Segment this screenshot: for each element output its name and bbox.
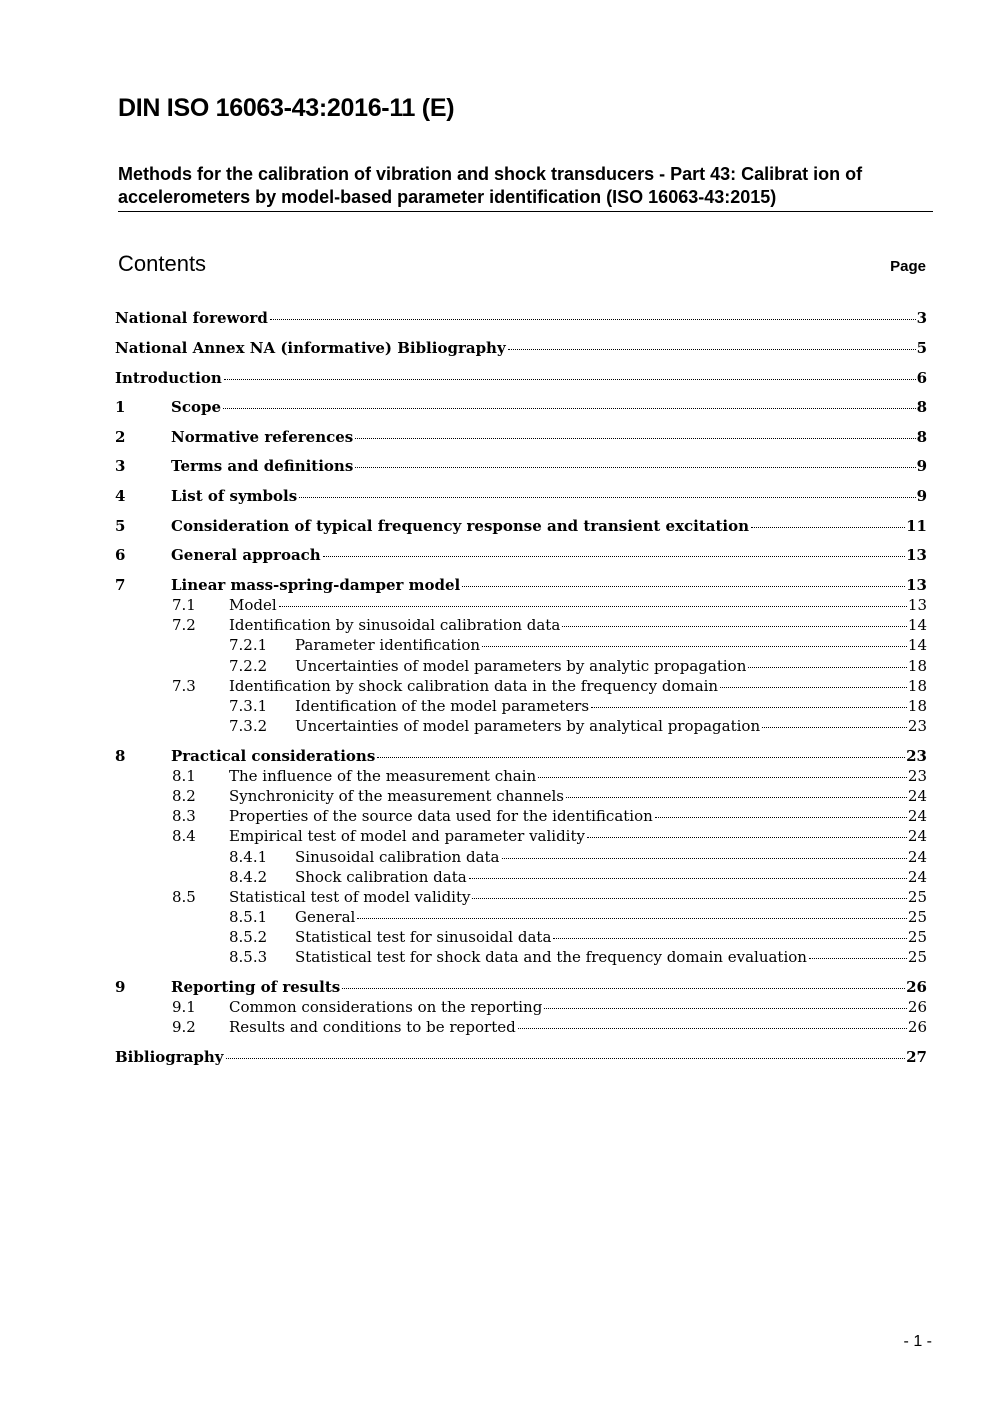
- toc-entry-number: 4: [115, 487, 126, 505]
- toc-entry-number: 7.2.2: [229, 657, 268, 675]
- toc-entry[interactable]: [115, 848, 927, 870]
- toc-entry-number: 7.2.1: [229, 636, 268, 654]
- toc-entry[interactable]: [115, 888, 927, 910]
- toc-entry-title: Parameter identification: [295, 636, 481, 654]
- toc-entry[interactable]: [115, 928, 927, 950]
- toc-dot-leader: [553, 938, 907, 939]
- toc-entry-page: 25: [907, 888, 927, 906]
- toc-entry-title: List of symbols: [171, 487, 298, 505]
- toc-entry-title: Bibliography: [115, 1048, 224, 1066]
- toc-entry-page: 18: [907, 657, 927, 675]
- toc-entry[interactable]: [115, 636, 927, 658]
- toc-entry-number: 8.5.1: [229, 908, 268, 926]
- toc-entry-page: 24: [907, 807, 927, 825]
- toc-dot-leader: [538, 777, 907, 778]
- toc-dot-leader: [342, 988, 905, 989]
- document-subtitle: Methods for the calibration of vibration and shock transducers - Part 43: Calibrat ion of accelerometers by model-based parameter identification (ISO 16063-43:2015): [118, 163, 933, 212]
- toc-dot-leader: [299, 497, 915, 498]
- toc-entry-title: Terms and definitions: [171, 457, 354, 475]
- toc-entry[interactable]: [115, 517, 927, 539]
- toc-entry-title: Results and conditions to be reported: [229, 1018, 516, 1036]
- toc-entry[interactable]: [115, 657, 927, 679]
- toc-dot-leader: [562, 626, 907, 627]
- toc-entry[interactable]: [115, 948, 927, 970]
- toc-entry[interactable]: [115, 767, 927, 789]
- toc-entry-page: 25: [907, 928, 927, 946]
- toc-entry-title: Shock calibration data: [295, 868, 467, 886]
- toc-entry-title: Uncertainties of model parameters by analytical propagation: [295, 717, 761, 735]
- page-number: - 1 -: [903, 1333, 932, 1350]
- toc-entry-title: Empirical test of model and parameter validity: [229, 827, 585, 845]
- toc-entry-title: Statistical test of model validity: [229, 888, 471, 906]
- toc-entry-number: 9.2: [172, 1018, 196, 1036]
- toc-entry[interactable]: [115, 827, 927, 849]
- toc-entry[interactable]: [115, 457, 927, 479]
- toc-entry-page: 24: [907, 827, 927, 845]
- toc-entry-page: 18: [907, 697, 927, 715]
- toc-dot-leader: [323, 556, 905, 557]
- toc-dot-leader: [226, 1058, 906, 1059]
- toc-dot-leader: [655, 817, 907, 818]
- toc-entry-number: 6: [115, 546, 126, 564]
- toc-entry[interactable]: [115, 717, 927, 739]
- toc-entry-page: 23: [907, 717, 927, 735]
- toc-entry-title: Identification of the model parameters: [295, 697, 590, 715]
- toc-entry[interactable]: [115, 978, 927, 1000]
- toc-entry[interactable]: [115, 487, 927, 509]
- toc-dot-leader: [224, 379, 916, 380]
- toc-entry-number: 8.4.1: [229, 848, 268, 866]
- toc-entry-page: 9: [916, 487, 927, 505]
- toc-entry[interactable]: [115, 677, 927, 699]
- contents-heading: Contents: [118, 251, 207, 276]
- toc-dot-leader: [357, 918, 907, 919]
- toc-entry-number: 7.3.2: [229, 717, 268, 735]
- toc-dot-leader: [377, 757, 905, 758]
- toc-entry-page: 25: [907, 948, 927, 966]
- toc-entry[interactable]: [115, 616, 927, 638]
- toc-dot-leader: [748, 667, 907, 668]
- toc-entry-title: Statistical test for sinusoidal data: [295, 928, 552, 946]
- toc-entry-page: 23: [907, 767, 927, 785]
- toc-entry-number: 2: [115, 428, 126, 446]
- toc-entry[interactable]: [115, 908, 927, 930]
- toc-entry-number: 5: [115, 517, 126, 535]
- toc-entry-number: 8.5: [172, 888, 196, 906]
- toc-entry[interactable]: [115, 1048, 927, 1070]
- toc-entry[interactable]: [115, 596, 927, 618]
- toc-dot-leader: [223, 408, 916, 409]
- toc-dot-leader: [502, 858, 907, 859]
- toc-entry-page: 26: [907, 1018, 927, 1036]
- toc-entry-title: Normative references: [171, 428, 354, 446]
- toc-entry-number: 9: [115, 978, 126, 996]
- toc-entry-title: National foreword: [115, 309, 268, 327]
- toc-entry-title: Practical considerations: [171, 747, 376, 765]
- toc-entry-number: 8.4.2: [229, 868, 268, 886]
- toc-entry-title: Identification by shock calibration data in the frequency domain: [229, 677, 719, 695]
- toc-entry-title: Sinusoidal calibration data: [295, 848, 500, 866]
- toc-dot-leader: [270, 319, 916, 320]
- toc-entry[interactable]: [115, 546, 927, 568]
- toc-entry-page: 18: [907, 677, 927, 695]
- toc-entry-page: 3: [916, 309, 927, 327]
- toc-entry[interactable]: [115, 807, 927, 829]
- toc-entry-title: Scope: [171, 398, 222, 416]
- toc-dot-leader: [355, 438, 915, 439]
- toc-dot-leader: [587, 837, 907, 838]
- toc-entry-page: 5: [916, 339, 927, 357]
- toc-dot-leader: [355, 467, 915, 468]
- toc-dot-leader: [469, 878, 907, 879]
- toc-entry-title: Reporting of results: [171, 978, 341, 996]
- toc-entry-page: 23: [906, 747, 927, 765]
- toc-entry-number: 8.1: [172, 767, 196, 785]
- toc-entry-title: Statistical test for shock data and the frequency domain evaluation: [295, 948, 807, 966]
- toc-entry-number: 8.5.3: [229, 948, 268, 966]
- toc-dot-leader: [462, 586, 905, 587]
- toc-entry-title: Synchronicity of the measurement channels: [229, 787, 564, 805]
- toc-entry-number: 8.3: [172, 807, 196, 825]
- toc-dot-leader: [751, 527, 905, 528]
- toc-entry-title: Consideration of typical frequency response and transient excitation: [171, 517, 750, 535]
- toc-dot-leader: [566, 797, 907, 798]
- toc-entry-number: 1: [115, 398, 126, 416]
- toc-entry-page: 26: [906, 978, 927, 996]
- toc-entry-number: 8: [115, 747, 126, 765]
- toc-entry-number: 8.2: [172, 787, 196, 805]
- toc-entry[interactable]: [115, 428, 927, 450]
- toc-dot-leader: [544, 1008, 907, 1009]
- toc-entry[interactable]: [115, 339, 927, 361]
- toc-entry-title: Linear mass-spring-damper model: [171, 576, 461, 594]
- toc-entry-page: 25: [907, 908, 927, 926]
- toc-entry[interactable]: [115, 697, 927, 719]
- toc-dot-leader: [472, 898, 906, 899]
- toc-entry-page: 24: [907, 848, 927, 866]
- toc-entry-number: 3: [115, 457, 126, 475]
- toc-entry[interactable]: [115, 787, 927, 809]
- toc-entry-title: General: [295, 908, 356, 926]
- toc-entry-number: 8.5.2: [229, 928, 268, 946]
- toc-entry-title: National Annex NA (informative) Bibliography: [115, 339, 506, 357]
- toc-entry-number: 8.4: [172, 827, 196, 845]
- toc-entry-number: 7.1: [172, 596, 196, 614]
- toc-entry-page: 9: [916, 457, 927, 475]
- toc-dot-leader: [482, 646, 907, 647]
- toc-entry-page: 14: [907, 636, 927, 654]
- toc-entry-number: 7: [115, 576, 126, 594]
- toc-entry-title: Introduction: [115, 369, 222, 387]
- toc-entry-title: Uncertainties of model parameters by analytic propagation: [295, 657, 747, 675]
- document-title: DIN ISO 16063-43:2016-11 (E): [118, 94, 455, 122]
- toc-entry-page: 13: [906, 576, 927, 594]
- toc-entry-title: The influence of the measurement chain: [229, 767, 537, 785]
- toc-entry-page: 13: [907, 596, 927, 614]
- toc-dot-leader: [508, 349, 916, 350]
- toc-entry-page: 26: [907, 998, 927, 1016]
- toc-entry-number: 7.2: [172, 616, 196, 634]
- toc-entry-number: 9.1: [172, 998, 196, 1016]
- toc-entry[interactable]: [115, 998, 927, 1020]
- toc-entry[interactable]: [115, 868, 927, 890]
- toc-entry[interactable]: [115, 1018, 927, 1040]
- toc-entry[interactable]: [115, 398, 927, 420]
- toc-entry-page: 6: [916, 369, 927, 387]
- toc-entry-title: Model: [229, 596, 277, 614]
- toc-entry-page: 8: [916, 428, 927, 446]
- toc-entry-page: 24: [907, 868, 927, 886]
- toc-dot-leader: [279, 606, 907, 607]
- toc-dot-leader: [591, 707, 907, 708]
- toc-entry[interactable]: [115, 576, 927, 598]
- toc-entry[interactable]: [115, 747, 927, 769]
- toc-dot-leader: [809, 958, 907, 959]
- toc-entry-page: 11: [906, 517, 927, 535]
- toc-dot-leader: [762, 727, 907, 728]
- toc-entry-page: 27: [906, 1048, 927, 1066]
- toc-entry[interactable]: [115, 309, 927, 331]
- page-column-heading: Page: [890, 258, 926, 275]
- toc-entry-page: 24: [907, 787, 927, 805]
- toc-entry-number: 7.3: [172, 677, 196, 695]
- toc-entry-page: 8: [916, 398, 927, 416]
- toc-dot-leader: [518, 1028, 907, 1029]
- toc-entry-title: General approach: [171, 546, 321, 564]
- toc-dot-leader: [720, 687, 907, 688]
- toc-entry-page: 14: [907, 616, 927, 634]
- toc-entry-title: Common considerations on the reporting: [229, 998, 543, 1016]
- toc-entry[interactable]: [115, 369, 927, 391]
- toc-entry-number: 7.3.1: [229, 697, 268, 715]
- toc-entry-title: Properties of the source data used for the identification: [229, 807, 653, 825]
- toc-entry-title: Identification by sinusoidal calibration data: [229, 616, 561, 634]
- toc-entry-page: 13: [906, 546, 927, 564]
